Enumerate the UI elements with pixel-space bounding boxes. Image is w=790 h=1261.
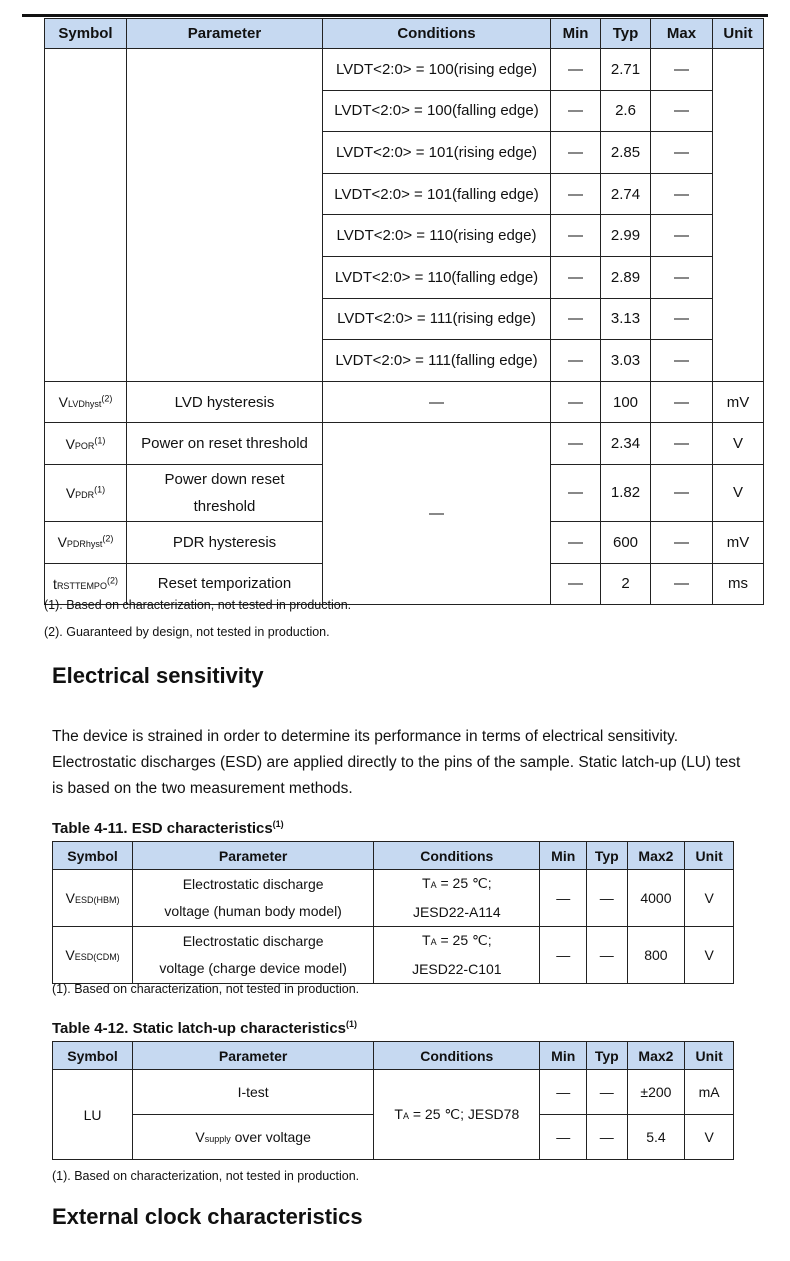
table-header-row — [53, 842, 734, 870]
min-cell: — — [551, 90, 601, 132]
symbol-main: V — [65, 435, 75, 452]
symbol-cell: LU — [53, 1070, 133, 1160]
table-row — [53, 927, 734, 984]
typ-cell: 2 — [601, 563, 651, 605]
condition-text: = 25 ℃; JESD78 — [408, 1106, 520, 1122]
header-typ: Typ — [601, 19, 651, 49]
condition-symbol: T — [422, 932, 431, 948]
header-conditions: Conditions — [323, 19, 551, 49]
max-cell: — — [651, 90, 713, 132]
table-row — [53, 1070, 734, 1115]
header-min: Min — [540, 1042, 587, 1070]
table-row-por — [45, 423, 764, 465]
condition-cell — [374, 927, 540, 984]
parameter-cell: Reset temporization — [127, 563, 323, 605]
footnote-ref: (1) — [94, 484, 106, 495]
footnote-ref: (2) — [106, 575, 118, 586]
symbol-main: V — [65, 890, 75, 906]
footnote-ref: (1) — [346, 1019, 358, 1029]
table-row — [45, 49, 764, 91]
unit-cell: mV — [713, 521, 764, 563]
parameter-subscript: supply — [204, 1134, 231, 1144]
condition-cell: LVDT<2:0> = 100(rising edge) — [323, 49, 551, 91]
max-cell: — — [651, 521, 713, 563]
min-cell: — — [540, 1070, 587, 1115]
max-cell: — — [651, 132, 713, 174]
max-cell: — — [651, 173, 713, 215]
typ-cell: 2.34 — [601, 423, 651, 465]
unit-cell: V — [685, 870, 734, 927]
typ-cell: — — [587, 927, 628, 984]
unit-cell: mA — [685, 1070, 734, 1115]
header-parameter: Parameter — [133, 1042, 374, 1070]
max-cell: — — [651, 340, 713, 382]
symbol-cell — [45, 381, 127, 423]
condition-cell — [374, 1070, 540, 1160]
symbol-subscript: PDR — [75, 489, 95, 500]
symbol-cell — [45, 423, 127, 465]
symbol-subscript: ESD(CDM) — [74, 952, 120, 962]
typ-cell: — — [587, 1070, 628, 1115]
min-cell: — — [551, 464, 601, 521]
unit-cell-empty — [713, 49, 764, 382]
header-symbol: Symbol — [53, 1042, 133, 1070]
header-conditions: Conditions — [374, 1042, 540, 1070]
header-conditions: Conditions — [374, 842, 540, 870]
condition-cell: LVDT<2:0> = 111(rising edge) — [323, 298, 551, 340]
header-min: Min — [551, 19, 601, 49]
header-parameter: Parameter — [133, 842, 374, 870]
symbol-main: V — [57, 534, 67, 551]
unit-cell: mV — [713, 381, 764, 423]
symbol-cell — [45, 521, 127, 563]
typ-cell: 2.74 — [601, 173, 651, 215]
max-cell: ±200 — [627, 1070, 685, 1115]
max-cell: — — [651, 298, 713, 340]
min-cell: — — [551, 132, 601, 174]
condition-cell-shared: — — [323, 423, 551, 605]
condition-symbol: T — [422, 875, 431, 891]
body-paragraph: The device is strained in order to determine its performance in terms of electrical sensitivity. Electrostatic discharges (ESD) are applied directly to the pins of the sample. Static latch-up (LU) test is based on the two measurement methods. — [52, 728, 741, 797]
condition-cell: LVDT<2:0> = 100(falling edge) — [323, 90, 551, 132]
min-cell: — — [540, 1115, 587, 1160]
parameter-cell — [133, 927, 374, 984]
min-cell: — — [540, 927, 587, 984]
table-caption-esd — [52, 820, 284, 837]
symbol-subscript: PDRhyst — [66, 539, 103, 550]
symbol-subscript: RSTTEMPO — [56, 580, 107, 591]
max-cell: — — [651, 256, 713, 298]
min-cell: — — [551, 173, 601, 215]
symbol-main: V — [58, 394, 68, 411]
condition-subscript: A — [430, 880, 437, 890]
max-cell: 800 — [627, 927, 685, 984]
parameter-line-2: threshold — [193, 497, 256, 515]
header-unit: Unit — [713, 19, 764, 49]
parameter-cell: I-test — [133, 1070, 374, 1115]
symbol-subscript: ESD(HBM) — [74, 895, 120, 905]
parameter-line-2: voltage (charge device model) — [159, 960, 347, 976]
min-cell: — — [551, 256, 601, 298]
min-cell: — — [551, 521, 601, 563]
typ-cell: — — [587, 1115, 628, 1160]
min-cell: — — [540, 870, 587, 927]
footnote-ref: (2) — [102, 533, 114, 544]
top-rule — [22, 14, 768, 17]
header-typ: Typ — [587, 1042, 628, 1070]
unit-cell: V — [685, 1115, 734, 1160]
max-cell: 5.4 — [627, 1115, 685, 1160]
condition-cell: — — [323, 381, 551, 423]
condition-cell: LVDT<2:0> = 110(rising edge) — [323, 215, 551, 257]
footnote-ref: (1) — [94, 434, 106, 445]
parameter-line-1: Electrostatic discharge — [182, 933, 324, 949]
latch-up-characteristics-table — [52, 1041, 734, 1160]
parameter-cell — [127, 464, 323, 521]
reset-characteristics-table — [44, 18, 764, 605]
symbol-subscript: POR — [74, 440, 95, 451]
min-cell: — — [551, 563, 601, 605]
condition-cell: LVDT<2:0> = 110(falling edge) — [323, 256, 551, 298]
typ-cell: 1.82 — [601, 464, 651, 521]
condition-cell: LVDT<2:0> = 101(rising edge) — [323, 132, 551, 174]
typ-cell: 2.85 — [601, 132, 651, 174]
parameter-cell — [133, 870, 374, 927]
footnote-1: (1). Based on characterization, not tested in production. — [44, 598, 352, 612]
condition-line-2: JESD22-A114 — [412, 904, 501, 920]
section-heading-external-clock: External clock characteristics — [52, 1204, 363, 1229]
parameter-symbol: V — [195, 1129, 205, 1145]
symbol-cell — [53, 927, 133, 984]
unit-cell: V — [713, 464, 764, 521]
max-cell: — — [651, 49, 713, 91]
esd-characteristics-table — [52, 841, 734, 984]
typ-cell: 2.99 — [601, 215, 651, 257]
parameter-cell: LVD hysteresis — [127, 381, 323, 423]
condition-line-2: JESD22-C101 — [412, 961, 502, 977]
parameter-cell: Power on reset threshold — [127, 423, 323, 465]
condition-line-1: = 25 ℃; — [436, 875, 492, 891]
unit-cell: V — [685, 927, 734, 984]
typ-cell: 3.03 — [601, 340, 651, 382]
footnote-2: (2). Guaranteed by design, not tested in production. — [44, 625, 330, 639]
typ-cell: 3.13 — [601, 298, 651, 340]
table-row — [53, 870, 734, 927]
header-symbol: Symbol — [53, 842, 133, 870]
caption-text: Table 4-12. Static latch-up characteristics — [52, 1020, 347, 1037]
min-cell: — — [551, 215, 601, 257]
symbol-cell — [45, 464, 127, 521]
typ-cell: 600 — [601, 521, 651, 563]
table-header-row — [45, 19, 764, 49]
typ-cell: 2.89 — [601, 256, 651, 298]
table-row-lvd-hysteresis — [45, 381, 764, 423]
max-cell: — — [651, 423, 713, 465]
symbol-main: t — [53, 575, 57, 592]
table-header-row — [53, 1042, 734, 1070]
header-unit: Unit — [685, 1042, 734, 1070]
section-heading-electrical-sensitivity: Electrical sensitivity — [52, 663, 264, 688]
header-max: Max — [651, 19, 713, 49]
max-cell: — — [651, 215, 713, 257]
parameter-cell-empty — [127, 49, 323, 382]
parameter-cell: PDR hysteresis — [127, 521, 323, 563]
min-cell: — — [551, 340, 601, 382]
parameter-text: over voltage — [230, 1129, 311, 1145]
header-max: Max2 — [627, 1042, 685, 1070]
min-cell: — — [551, 381, 601, 423]
symbol-cell — [53, 870, 133, 927]
symbol-subscript: LVDhyst — [67, 399, 102, 410]
header-symbol: Symbol — [45, 19, 127, 49]
condition-cell: LVDT<2:0> = 111(falling edge) — [323, 340, 551, 382]
max-cell: — — [651, 464, 713, 521]
footnote-latch-up: (1). Based on characterization, not tested in production. — [52, 1169, 360, 1183]
header-parameter: Parameter — [127, 19, 323, 49]
condition-cell: LVDT<2:0> = 101(falling edge) — [323, 173, 551, 215]
caption-text: Table 4-11. ESD characteristics — [52, 820, 273, 837]
footnote-ref: (2) — [101, 393, 113, 404]
unit-cell: ms — [713, 563, 764, 605]
condition-line-1: = 25 ℃; — [436, 932, 492, 948]
footnote-ref: (1) — [272, 819, 284, 829]
parameter-cell — [133, 1115, 374, 1160]
max-cell: — — [651, 381, 713, 423]
header-max: Max2 — [627, 842, 685, 870]
typ-cell: — — [587, 870, 628, 927]
max-cell: — — [651, 563, 713, 605]
condition-symbol: T — [394, 1106, 403, 1122]
footnote-esd: (1). Based on characterization, not tested in production. — [52, 982, 360, 996]
unit-cell: V — [713, 423, 764, 465]
typ-cell: 100 — [601, 381, 651, 423]
header-typ: Typ — [587, 842, 628, 870]
symbol-main: V — [65, 947, 75, 963]
max-cell: 4000 — [627, 870, 685, 927]
min-cell: — — [551, 423, 601, 465]
condition-cell — [374, 870, 540, 927]
parameter-line-1: Electrostatic discharge — [182, 876, 324, 892]
typ-cell: 2.6 — [601, 90, 651, 132]
table-caption-latch-up — [52, 1020, 357, 1037]
condition-subscript: A — [430, 937, 437, 947]
header-unit: Unit — [685, 842, 734, 870]
parameter-line-2: voltage (human body model) — [164, 903, 342, 919]
min-cell: — — [551, 298, 601, 340]
symbol-cell-empty — [45, 49, 127, 382]
min-cell: — — [551, 49, 601, 91]
typ-cell: 2.71 — [601, 49, 651, 91]
symbol-main: V — [65, 484, 76, 501]
condition-subscript: A — [402, 1111, 409, 1121]
parameter-line-1: Power down reset — [164, 470, 285, 488]
header-min: Min — [540, 842, 587, 870]
